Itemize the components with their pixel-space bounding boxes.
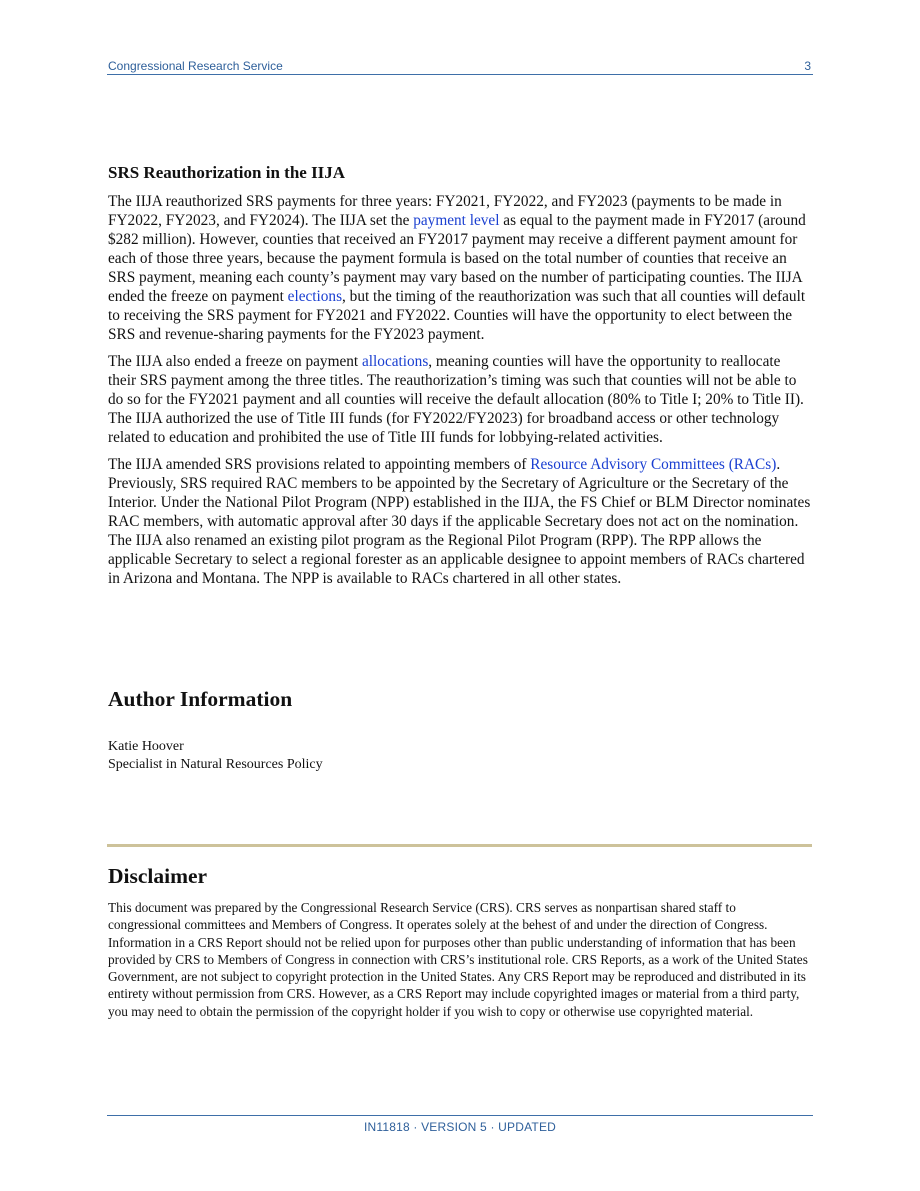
main-content <box>108 162 812 596</box>
author-name: Katie Hoover <box>108 739 184 754</box>
disclaimer-divider <box>107 844 812 847</box>
disclaimer-heading: Disclaimer <box>108 864 208 888</box>
author-information-heading: Author Information <box>108 687 293 711</box>
section-title: SRS Reauthorization in the IIJA <box>108 163 346 182</box>
disclaimer-text: This document was prepared by the Congressional Research Service (CRS). CRS serves as nonpartisan shared staff to congressional committees and Members of Congress. It operates solely at the behest of and under the direction of Congress. Information in a CRS Report should not be relied upon for purposes other than public understanding of information that has been provided by CRS to Members of Congress in connection with CRS’s institutional role. CRS Reports, as a work of the United States Government, are not subject to copyright protection in the United States. Any CRS Report may be reproduced and distributed in its entirety without permission from CRS. However, as a CRS Report may include copyrighted images or material from a third party, you may need to obtain the permission of the copyright holder if you wish to copy or otherwise use copyrighted material. <box>108 900 808 1019</box>
paragraph-3 <box>108 455 812 588</box>
paragraph-text: as equal to the payment made in FY2017 (around $282 million). However, counties that received an FY2017 payment may receive a different payment amount for each of those three years, because the payment formula is based on the total number of counties that receive an SRS payment, meaning each county’s payment may vary based on the number of participating counties. The IIJA ended the freeze on payment <box>108 212 806 305</box>
author-block <box>108 738 323 774</box>
paragraph-text: , meaning counties will have the opportunity to reallocate their SRS payment among the three titles. The reauthorization’s timing was such that counties will not be able to do so for the FY2021 payment and all counties will receive the default allocation (80% to Title I; 20% to Title II). The IIJA authorized the use of Title III funds (for FY2022/FY2023) for broadband access or other technology related to education and prohibited the use of Title III funds for lobbying-related activities. <box>108 353 804 446</box>
page-footer: IN11818 · VERSION 5 · UPDATED <box>363 1120 557 1134</box>
header-organization: Congressional Research Service <box>108 59 283 73</box>
resource-advisory-committees-link[interactable]: Resource Advisory Committees (RACs) <box>530 456 777 473</box>
author-title: Specialist in Natural Resources Policy <box>108 757 323 772</box>
paragraph-1 <box>108 192 812 344</box>
page-header <box>107 58 813 75</box>
payment-level-link[interactable]: payment level <box>413 212 500 229</box>
paragraph-text: , but the timing of the reauthorization was such that all counties will default to receiving the SRS payment for FY2021 and FY2022. Counties will have the opportunity to elect between the SRS and revenue-sharing payments for the FY2023 payment. <box>108 288 806 343</box>
paragraph-text: The IIJA amended SRS provisions related to appointing members of <box>108 456 531 473</box>
paragraph-text: The IIJA also ended a freeze on payment <box>108 353 362 370</box>
paragraph-2 <box>108 352 812 447</box>
elections-link[interactable]: elections <box>287 288 343 305</box>
paragraph-text: The IIJA reauthorized SRS payments for three years: FY2021, FY2022, and FY2023 (payments to be made in FY2022, FY2023, and FY2024). The IIJA set the <box>108 193 782 229</box>
allocations-link[interactable]: allocations <box>362 353 429 370</box>
paragraph-text: . Previously, SRS required RAC members to be appointed by the Secretary of Agriculture or the Secretary of the Interior. Under the National Pilot Program (NPP) established in the IIJA, the FS Chief or BLM Director nominates RAC members, with automatic approval after 30 days if the applicable Secretary does not act on the nomination. The IIJA also renamed an existing pilot program as the Regional Pilot Program (RPP). The RPP allows the applicable Secretary to select a regional forester as an applicable designee to appoint members of RACs chartered in Arizona and Montana. The NPP is available to RACs chartered in all other states. <box>108 456 811 587</box>
footer-divider <box>107 1115 813 1116</box>
page-number: 3 <box>804 59 811 73</box>
